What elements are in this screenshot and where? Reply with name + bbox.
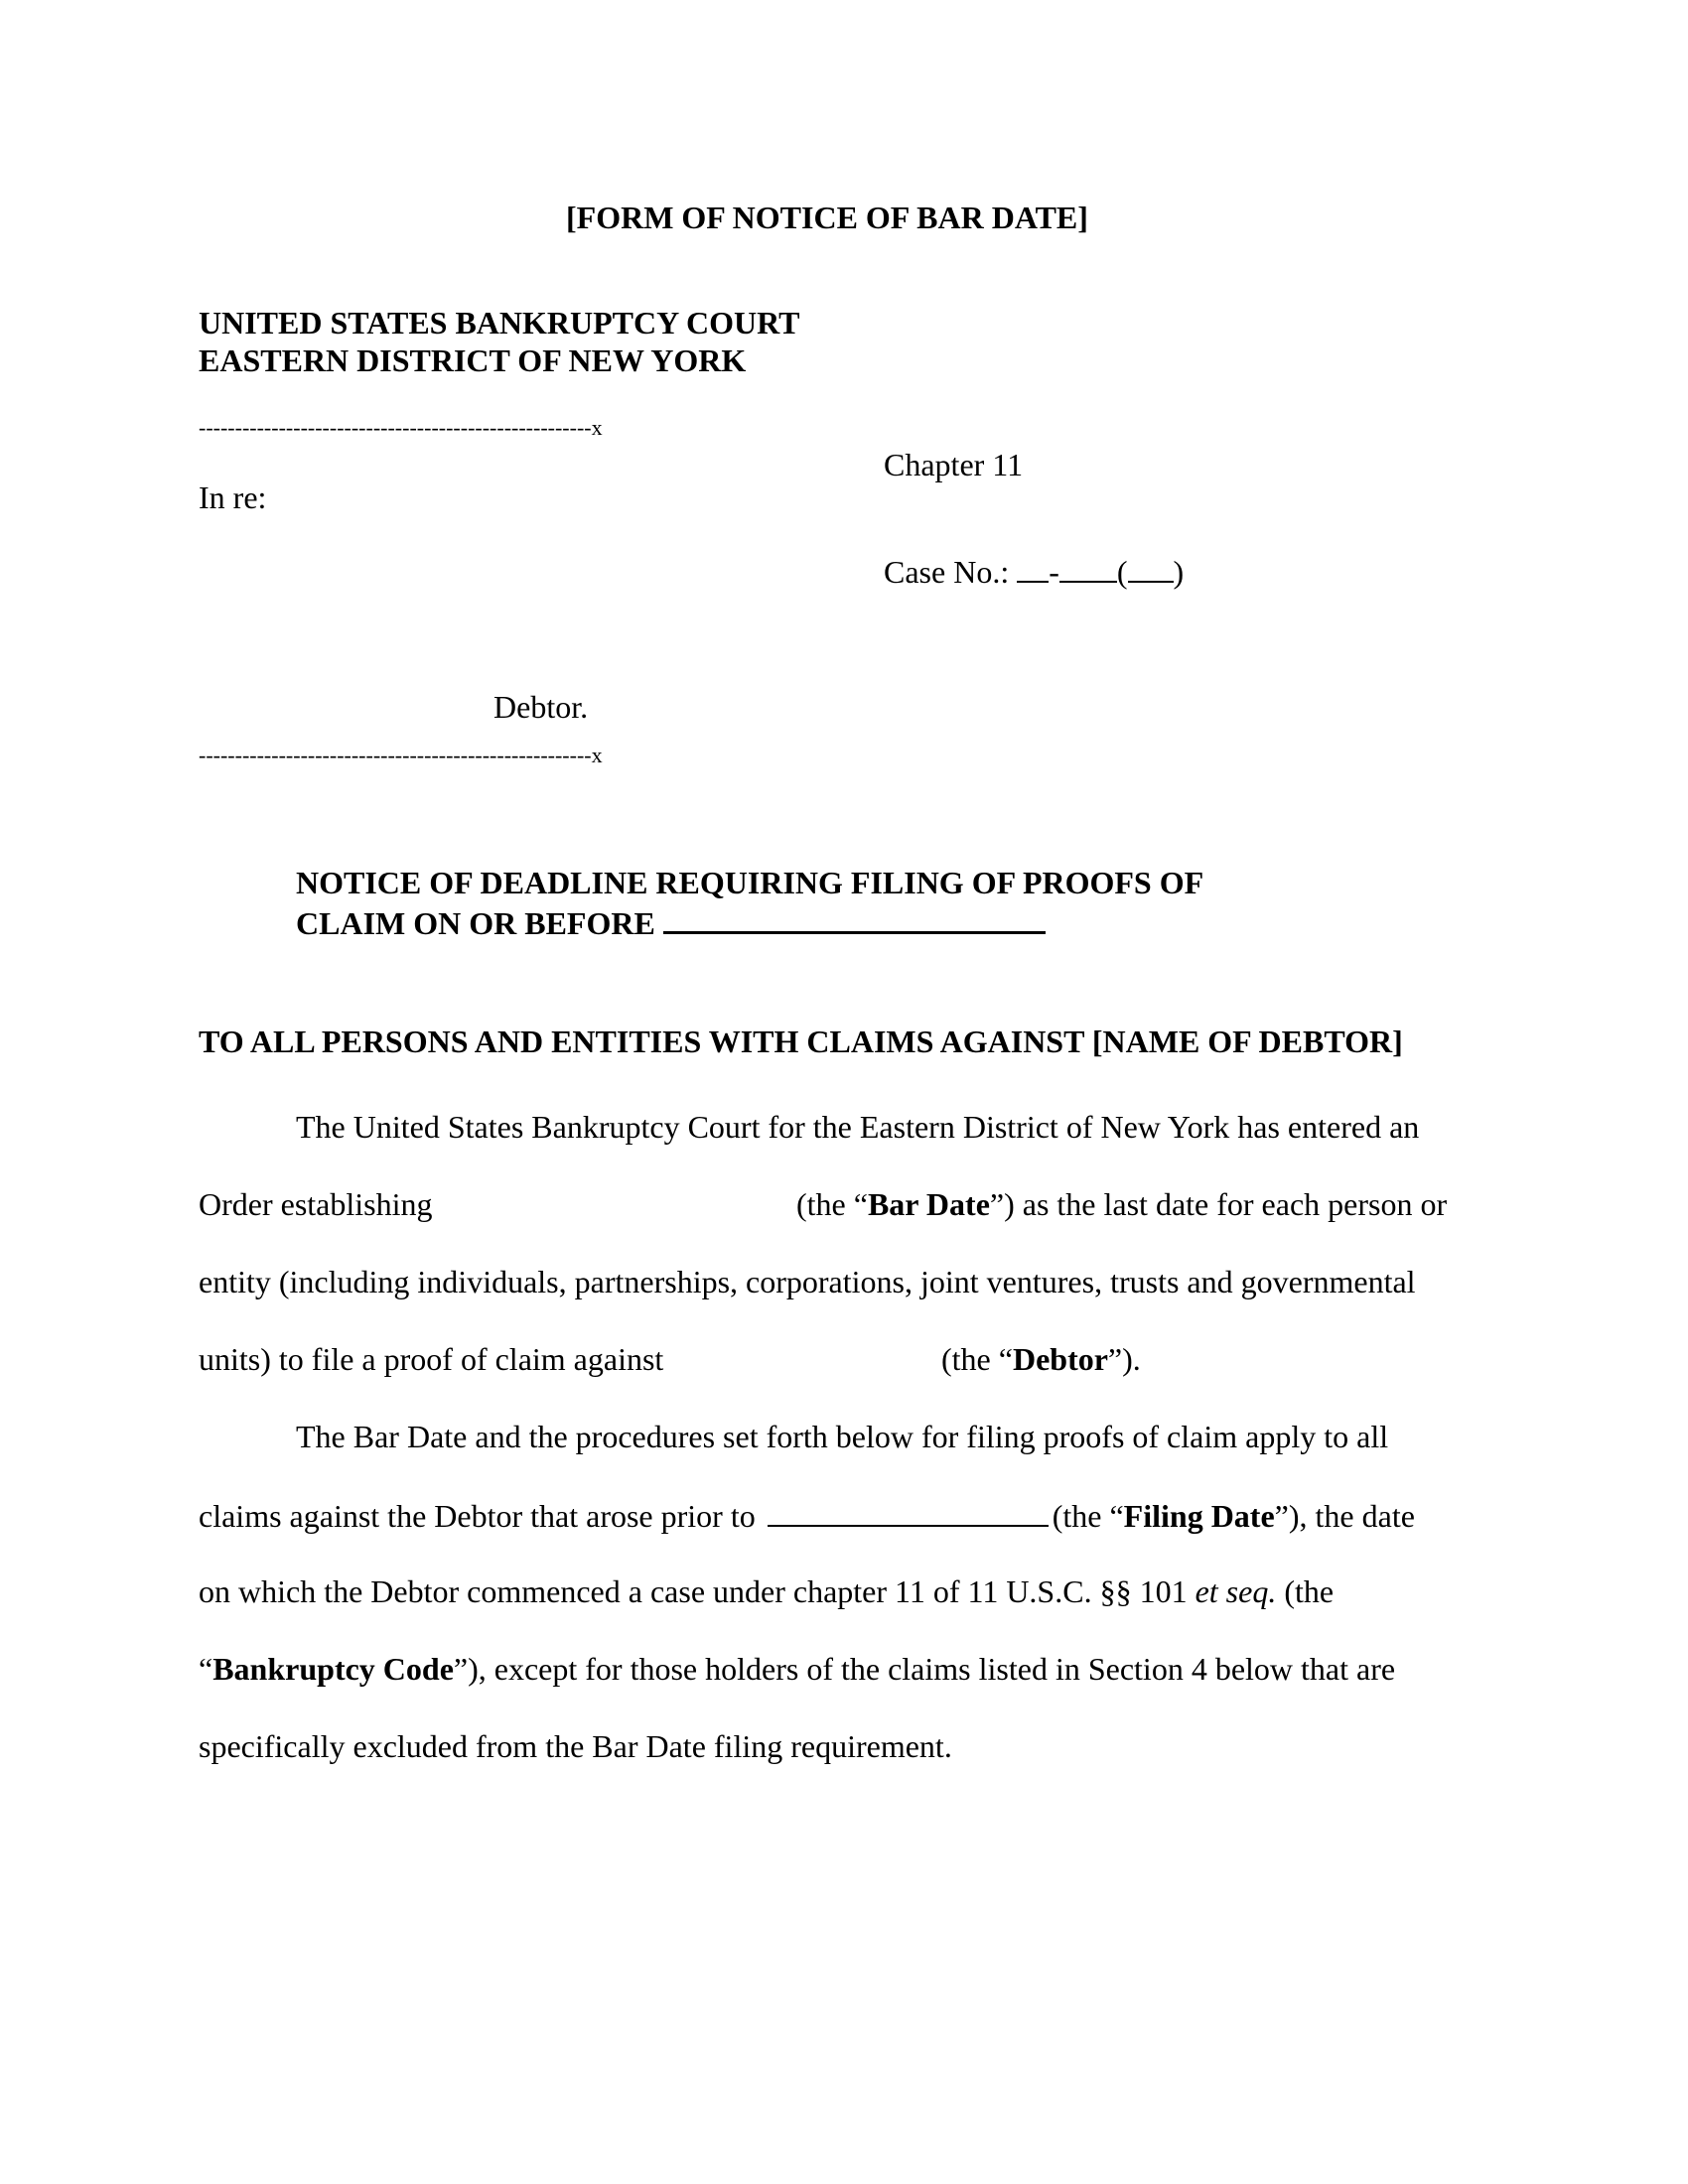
in-re-label: In re: [199,479,267,515]
notice-heading-line2 [296,901,1046,942]
case-no-close-paren: ) [1173,554,1185,590]
form-title: [FORM OF NOTICE OF BAR DATE] [566,200,1088,235]
chapter-label: Chapter 11 [884,447,1024,482]
para1-line2 [199,1185,433,1223]
para2-line4 [199,1650,1395,1688]
case-no-blank-3 [1128,551,1174,583]
para2-line3 [199,1572,1334,1610]
to-all-heading: TO ALL PERSONS AND ENTITIES WITH CLAIMS AGAINST [NAME OF DEBTOR] [199,1024,1403,1059]
para2-line2 [199,1495,1415,1535]
filing-date-term: Filing Date [1123,1498,1275,1534]
para1-line4-tail [941,1340,1141,1378]
para1-debtor-close: ”). [1107,1341,1141,1377]
caption-separator-bottom: ------------------------------------------------------x [199,743,603,767]
para2-line5: specifically excluded from the Bar Date filing requirement. [199,1728,952,1764]
para1-order-text: Order establishing [199,1186,433,1222]
para2-the-open: (the “ [1052,1498,1124,1534]
court-name: UNITED STATES BANKRUPTCY COURT [199,305,800,341]
para2-line2-rest: ”), the date [1274,1498,1415,1534]
debtor-label: Debtor. [493,689,589,725]
case-no-blank-1 [1017,551,1049,583]
para1-line2-tail [796,1185,1447,1223]
case-no-open-paren: ( [1116,554,1128,590]
filing-date-blank [768,1495,1049,1527]
para2-line1: The Bar Date and the procedures set forth below for filing proofs of claim apply to all [296,1419,1389,1454]
bar-date-blank [663,901,1046,934]
et-seq-text: et seq. [1195,1573,1277,1609]
para1-debtor-open: (the “ [941,1341,1013,1377]
bankruptcy-code-term: Bankruptcy Code [212,1651,454,1687]
notice-heading-text: CLAIM ON OR BEFORE [296,905,655,941]
case-no-blank-2 [1059,551,1117,583]
para2-claims-text: claims against the Debtor that arose prior to [199,1498,756,1534]
para1-line4 [199,1340,663,1378]
para2-the-text: (the [1284,1573,1335,1609]
court-district: EASTERN DISTRICT OF NEW YORK [199,342,747,378]
case-number [884,551,1184,591]
caption-separator-top: ------------------------------------------------------x [199,415,603,440]
case-no-dash: - [1049,554,1059,590]
para1-line1: The United States Bankruptcy Court for the Eastern District of New York has entered an [296,1109,1420,1145]
para2-line4-rest: ”), except for those holders of the claims listed in Section 4 below that are [453,1651,1396,1687]
para1-units-text: units) to file a proof of claim against [199,1341,664,1377]
para2-open-quote: “ [199,1651,213,1687]
para1-line3: entity (including individuals, partnerships, corporations, joint ventures, trusts and governmental [199,1264,1416,1299]
notice-heading-line1: NOTICE OF DEADLINE REQUIRING FILING OF PROOFS OF [296,865,1204,900]
para1-line2-rest: ”) as the last date for each person or [989,1186,1448,1222]
para2-chapter-text: on which the Debtor commenced a case under chapter 11 of 11 U.S.C. §§ 101 [199,1573,1188,1609]
para1-the-open: (the “ [796,1186,868,1222]
debtor-term: Debtor [1012,1341,1108,1377]
case-no-label: Case No.: [884,554,1010,590]
bar-date-term: Bar Date [867,1186,990,1222]
